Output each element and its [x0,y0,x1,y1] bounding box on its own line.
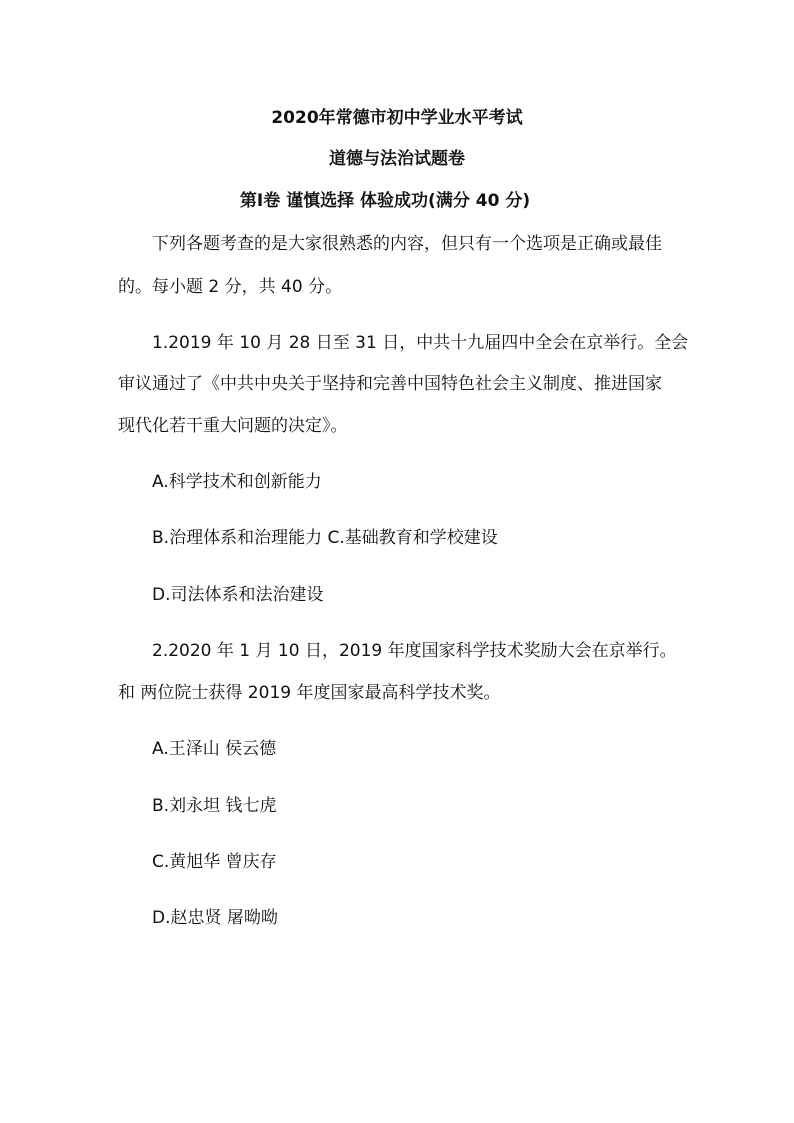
answer-option: C.黄旭华 曾庆存 [152,852,277,872]
question-stem-line: 现代化若干重大问题的决定》。 [118,416,348,436]
question-stem-line: 1.2019 年 10 月 28 日至 31 日，中共十九届四中全会在京举行。全会 [152,333,689,353]
section-heading: 第Ⅰ卷 谨慎选择 体验成功(满分 40 分) [239,191,531,211]
exam-title: 2020年常德市初中学业水平考试 [271,108,523,128]
answer-option: B.治理体系和治理能力 C.基础教育和学校建设 [152,528,498,548]
answer-option: D.赵忠贤 屠呦呦 [152,908,278,928]
question-stem-line: 和 两位院士获得 2019 年度国家最高科学技术奖。 [118,683,501,703]
answer-option: A.王泽山 侯云德 [152,739,277,759]
exam-subtitle: 道德与法治试题卷 [329,149,465,169]
answer-option: A.科学技术和创新能力 [152,472,322,492]
instruction-line: 的。每小题 2 分，共 40 分。 [118,277,343,297]
question-stem-line: 2.2020 年 1 月 10 日，2019 年度国家科学技术奖励大会在京举行。 [152,641,677,661]
answer-option: D.司法体系和法治建设 [152,585,324,605]
question-stem-line: 审议通过了《中共中央关于坚持和完善中国特色社会主义制度、推进国家 [118,374,662,394]
instruction-line: 下列各题考查的是大家很熟悉的内容，但只有一个选项是正确或最佳 [152,234,662,254]
answer-option: B.刘永坦 钱七虎 [152,796,277,816]
